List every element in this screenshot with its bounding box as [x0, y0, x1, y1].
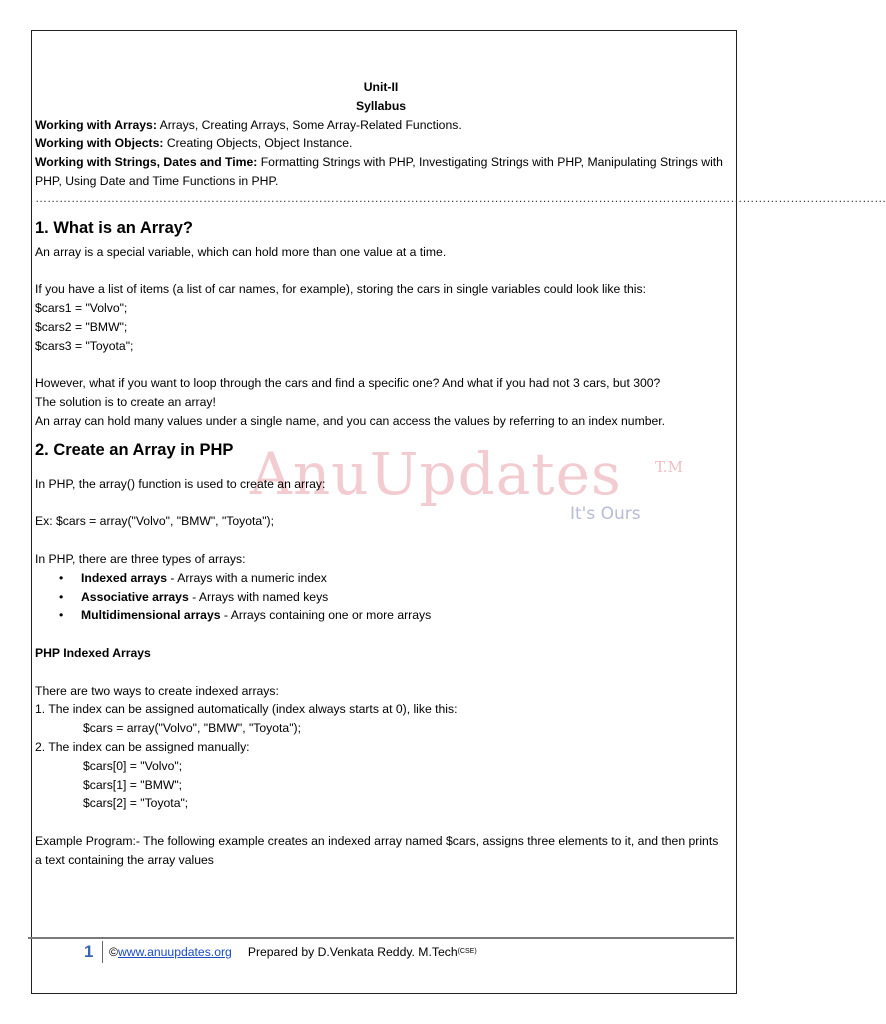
- list-item-text: - Arrays containing one or more arrays: [220, 608, 432, 623]
- syllabus-text: Formatting Strings with PHP, Investigating Strings with PHP, Manipulating Strings with PHP, Using Date and Time Functions in PHP.: [35, 155, 723, 188]
- sub-heading-indexed-arrays: [35, 644, 727, 663]
- watermark-tagline: It's Ours: [570, 504, 641, 524]
- paragraph: The solution is to create an array!: [35, 395, 216, 410]
- unit-title: Unit-II: [363, 80, 399, 94]
- syllabus-label: Working with Arrays:: [35, 117, 157, 132]
- footer: [84, 941, 477, 963]
- syllabus-text: Creating Objects, Object Instance.: [163, 136, 353, 151]
- footer-divider: [28, 937, 734, 939]
- paragraph: In PHP, the array() function is used to create an array:: [35, 476, 326, 491]
- code-line: $cars = array("Volvo", "BMW", "Toyota");: [83, 721, 301, 736]
- watermark-brand: AnuUpdates: [250, 440, 622, 508]
- website-link[interactable]: www.anuupdates.org: [117, 945, 232, 959]
- paragraph: An array is a special variable, which can hold more than one value at a time.: [35, 244, 447, 259]
- footer-separator: [102, 941, 103, 963]
- list-item-bold: Multidimensional arrays: [81, 608, 221, 623]
- section-heading-what-is-array: 1. What is an Array?: [35, 218, 194, 237]
- code-line: $cars3 = "Toyota";: [35, 338, 134, 353]
- code-line: $cars[2] = "Toyota";: [83, 796, 189, 811]
- copyright-symbol: ©: [109, 945, 118, 959]
- list-item-bold: Indexed arrays: [81, 570, 168, 585]
- page-number: 1: [84, 942, 94, 961]
- list-item-text: - Arrays with named keys: [188, 589, 329, 604]
- syllabus-label: Working with Objects:: [35, 136, 164, 151]
- syllabus-text: Arrays, Creating Arrays, Some Array-Related Functions.: [156, 117, 462, 132]
- sub-heading-text: PHP Indexed Arrays: [35, 645, 151, 660]
- paragraph: There are two ways to create indexed arrays:: [35, 683, 279, 698]
- degree-subscript: (CSE): [457, 948, 477, 955]
- code-line: $cars[1] = "BMW";: [83, 777, 183, 792]
- syllabus-line: [35, 134, 727, 153]
- syllabus-line: [35, 153, 727, 191]
- syllabus-line: [35, 116, 727, 135]
- section-heading-create-array: 2. Create an Array in PHP: [35, 440, 234, 459]
- paragraph: However, what if you want to loop through the cars and find a specific one? And what if you had not 3 cars, but 300?: [35, 376, 661, 391]
- paragraph: If you have a list of items (a list of car names, for example), storing the cars in single variables could look like this:: [35, 282, 646, 297]
- prepared-by: Prepared by D.Venkata Reddy. M.Tech: [247, 945, 458, 959]
- list-item-bold: Associative arrays: [81, 589, 189, 604]
- paragraph: In PHP, there are three types of arrays:: [35, 551, 246, 566]
- list-item-text: - Arrays with a numeric index: [167, 570, 327, 585]
- code-line: $cars[0] = "Volvo";: [83, 758, 183, 773]
- paragraph: Example Program:- The following example creates an indexed array named $cars, assigns three elements to it, and then prints a text containing the array values: [35, 833, 719, 867]
- paragraph: 1. The index can be assigned automatically (index always starts at 0), like this:: [35, 702, 458, 717]
- paragraph: 2. The index can be assigned manually:: [35, 739, 250, 754]
- code-line: $cars1 = "Volvo";: [35, 301, 128, 316]
- syllabus-label: Working with Strings, Dates and Time:: [35, 155, 258, 170]
- array-types-list: [35, 569, 727, 625]
- list-item: [81, 588, 727, 607]
- list-item: [81, 606, 727, 625]
- paragraph: An array can hold many values under a single name, and you can access the values by referring to an index number.: [35, 413, 666, 428]
- list-item: [81, 569, 727, 588]
- watermark-tm: T.M: [655, 458, 683, 476]
- code-line: $cars2 = "BMW";: [35, 319, 128, 334]
- example-line: Ex: $cars = array("Volvo", "BMW", "Toyota");: [35, 514, 274, 529]
- dotted-divider: ……………………………………………………………………………………………………………………………………………………………………………………………: [35, 190, 886, 205]
- syllabus-title: Syllabus: [355, 98, 407, 113]
- document-body: [35, 78, 886, 869]
